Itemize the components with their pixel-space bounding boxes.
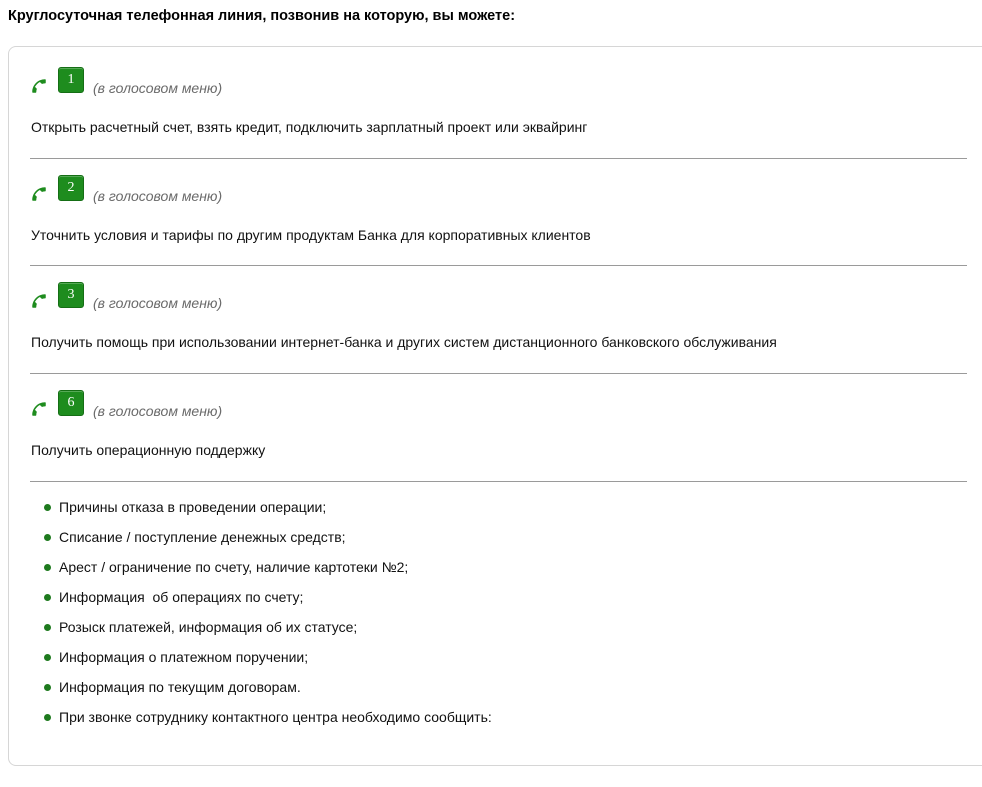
option-key-row bbox=[30, 282, 430, 312]
list-item-text: Списание / поступление денежных средств; bbox=[59, 529, 346, 545]
list-item bbox=[44, 557, 409, 587]
bullet-dot-icon bbox=[44, 594, 51, 601]
list-item bbox=[44, 647, 309, 677]
key-badge: 6 bbox=[58, 390, 84, 416]
bullet-dot-icon bbox=[44, 534, 51, 541]
option-description: Получить помощь при использовании интернет-банка и других систем дистанционного банковского обслуживания bbox=[31, 334, 777, 350]
bullet-dot-icon bbox=[44, 624, 51, 631]
key-badge: 3 bbox=[58, 282, 84, 308]
phone-icon bbox=[30, 77, 48, 95]
option-description: Уточнить условия и тарифы по другим продуктам Банка для корпоративных клиентов bbox=[31, 227, 591, 243]
option-key-row bbox=[30, 175, 430, 205]
list-item bbox=[44, 617, 358, 647]
phone-icon bbox=[30, 185, 48, 203]
option-description: Получить операционную поддержку bbox=[31, 442, 266, 458]
key-badge: 2 bbox=[58, 175, 84, 201]
phone-icon bbox=[30, 292, 48, 310]
list-item-text: Причины отказа в проведении операции; bbox=[59, 499, 327, 515]
list-item bbox=[44, 707, 492, 737]
list-item-text: При звонке сотруднику контактного центра необходимо сообщить: bbox=[59, 709, 492, 725]
bullet-dot-icon bbox=[44, 684, 51, 691]
page-title: Круглосуточная телефонная линия, позвонив на которую, вы можете: bbox=[8, 8, 516, 24]
bullet-dot-icon bbox=[44, 564, 51, 571]
list-item bbox=[44, 497, 327, 527]
list-item-text: Розыск платежей, информация об их статусе; bbox=[59, 619, 358, 635]
voice-menu-note: (в голосовом меню) bbox=[93, 403, 223, 419]
divider bbox=[30, 373, 967, 374]
support-topics-list bbox=[44, 497, 492, 737]
list-item-text: Арест / ограничение по счету, наличие картотеки №2; bbox=[59, 559, 409, 575]
option-key-row bbox=[30, 67, 430, 97]
divider bbox=[30, 481, 967, 482]
option-description: Открыть расчетный счет, взять кредит, подключить зарплатный проект или эквайринг bbox=[31, 119, 588, 135]
voice-menu-note: (в голосовом меню) bbox=[93, 188, 223, 204]
list-item bbox=[44, 527, 346, 557]
voice-menu-note: (в голосовом меню) bbox=[93, 295, 223, 311]
voice-menu-note: (в голосовом меню) bbox=[93, 80, 223, 96]
bullet-dot-icon bbox=[44, 714, 51, 721]
list-item bbox=[44, 587, 304, 617]
divider bbox=[30, 158, 967, 159]
list-item bbox=[44, 677, 301, 707]
divider bbox=[30, 265, 967, 266]
phone-icon bbox=[30, 400, 48, 418]
key-badge: 1 bbox=[58, 67, 84, 93]
list-item-text: Информация по текущим договорам. bbox=[59, 679, 301, 695]
list-item-text: Информация о платежном поручении; bbox=[59, 649, 309, 665]
bullet-dot-icon bbox=[44, 654, 51, 661]
option-key-row bbox=[30, 390, 430, 420]
bullet-dot-icon bbox=[44, 504, 51, 511]
list-item-text: Информация об операциях по счету; bbox=[59, 589, 304, 605]
